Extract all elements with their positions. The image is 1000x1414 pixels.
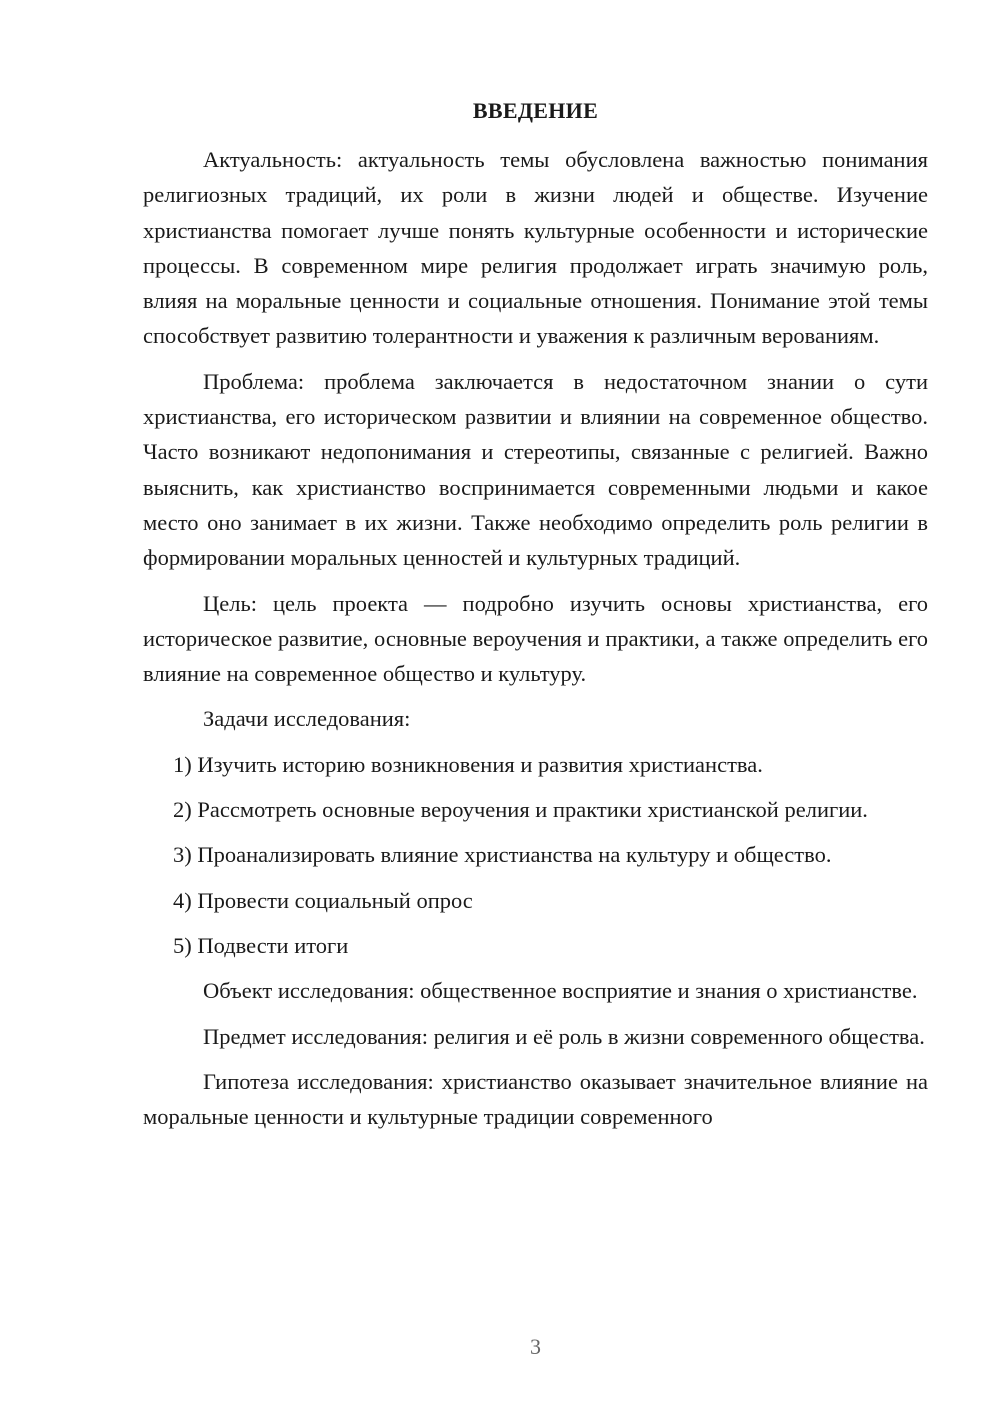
paragraph-relevance: Актуальность: актуальность темы обусловлена важностью понимания религиозных традиций, их роли в жизни людей и обществе. Изучение христианства помогает лучше понять культурные особенности и исторические процессы. В современном мире религия продолжает играть значимую роль, влияя на моральные ценности и социальные отношения. Понимание этой темы способствует развитию толерантности и уважения к различным верованиям.: [143, 147, 928, 349]
paragraph-goal: Цель: цель проекта — подробно изучить основы христианства, его историческое развитие, основные вероучения и практики, а также определить его влияние на современное общество и культуру.: [143, 590, 928, 687]
page-number: 3: [530, 1334, 541, 1359]
task-item-2: 2) Рассмотреть основные вероучения и практики христианской религии.: [173, 797, 868, 823]
page-title: ВВЕДЕНИЕ: [472, 98, 599, 123]
document-body: [143, 142, 928, 1134]
paragraph-tasks-heading: Задачи исследования:: [203, 706, 411, 732]
paragraph-subject: Предмет исследования: религия и её роль в жизни современного общества.: [203, 1023, 925, 1049]
document-page: [143, 0, 928, 1414]
task-item-4: 4) Провести социальный опрос: [173, 887, 473, 913]
paragraph-object: Объект исследования: общественное восприятие и знания о христианстве.: [203, 978, 918, 1004]
task-item-5: 5) Подвести итоги: [173, 932, 349, 958]
paragraph-problem: Проблема: проблема заключается в недостаточном знании о сути христианства, его историческом развитии и влиянии на современное общество. Часто возникают недопонимания и стереотипы, связанные с религией. Важно выяснить, как христианство воспринимается современными людьми и какое место оно занимает в их жизни. Также необходимо определить роль религии в формировании моральных ценностей и культурных традиций.: [143, 368, 928, 571]
paragraph-hypothesis: Гипотеза исследования: христианство оказывает значительное влияние на моральные ценности и культурные традиции современного: [143, 1068, 928, 1130]
task-item-1: 1) Изучить историю возникновения и развития христианства.: [173, 751, 763, 777]
task-item-3: 3) Проанализировать влияние христианства на культуру и общество.: [173, 842, 832, 868]
